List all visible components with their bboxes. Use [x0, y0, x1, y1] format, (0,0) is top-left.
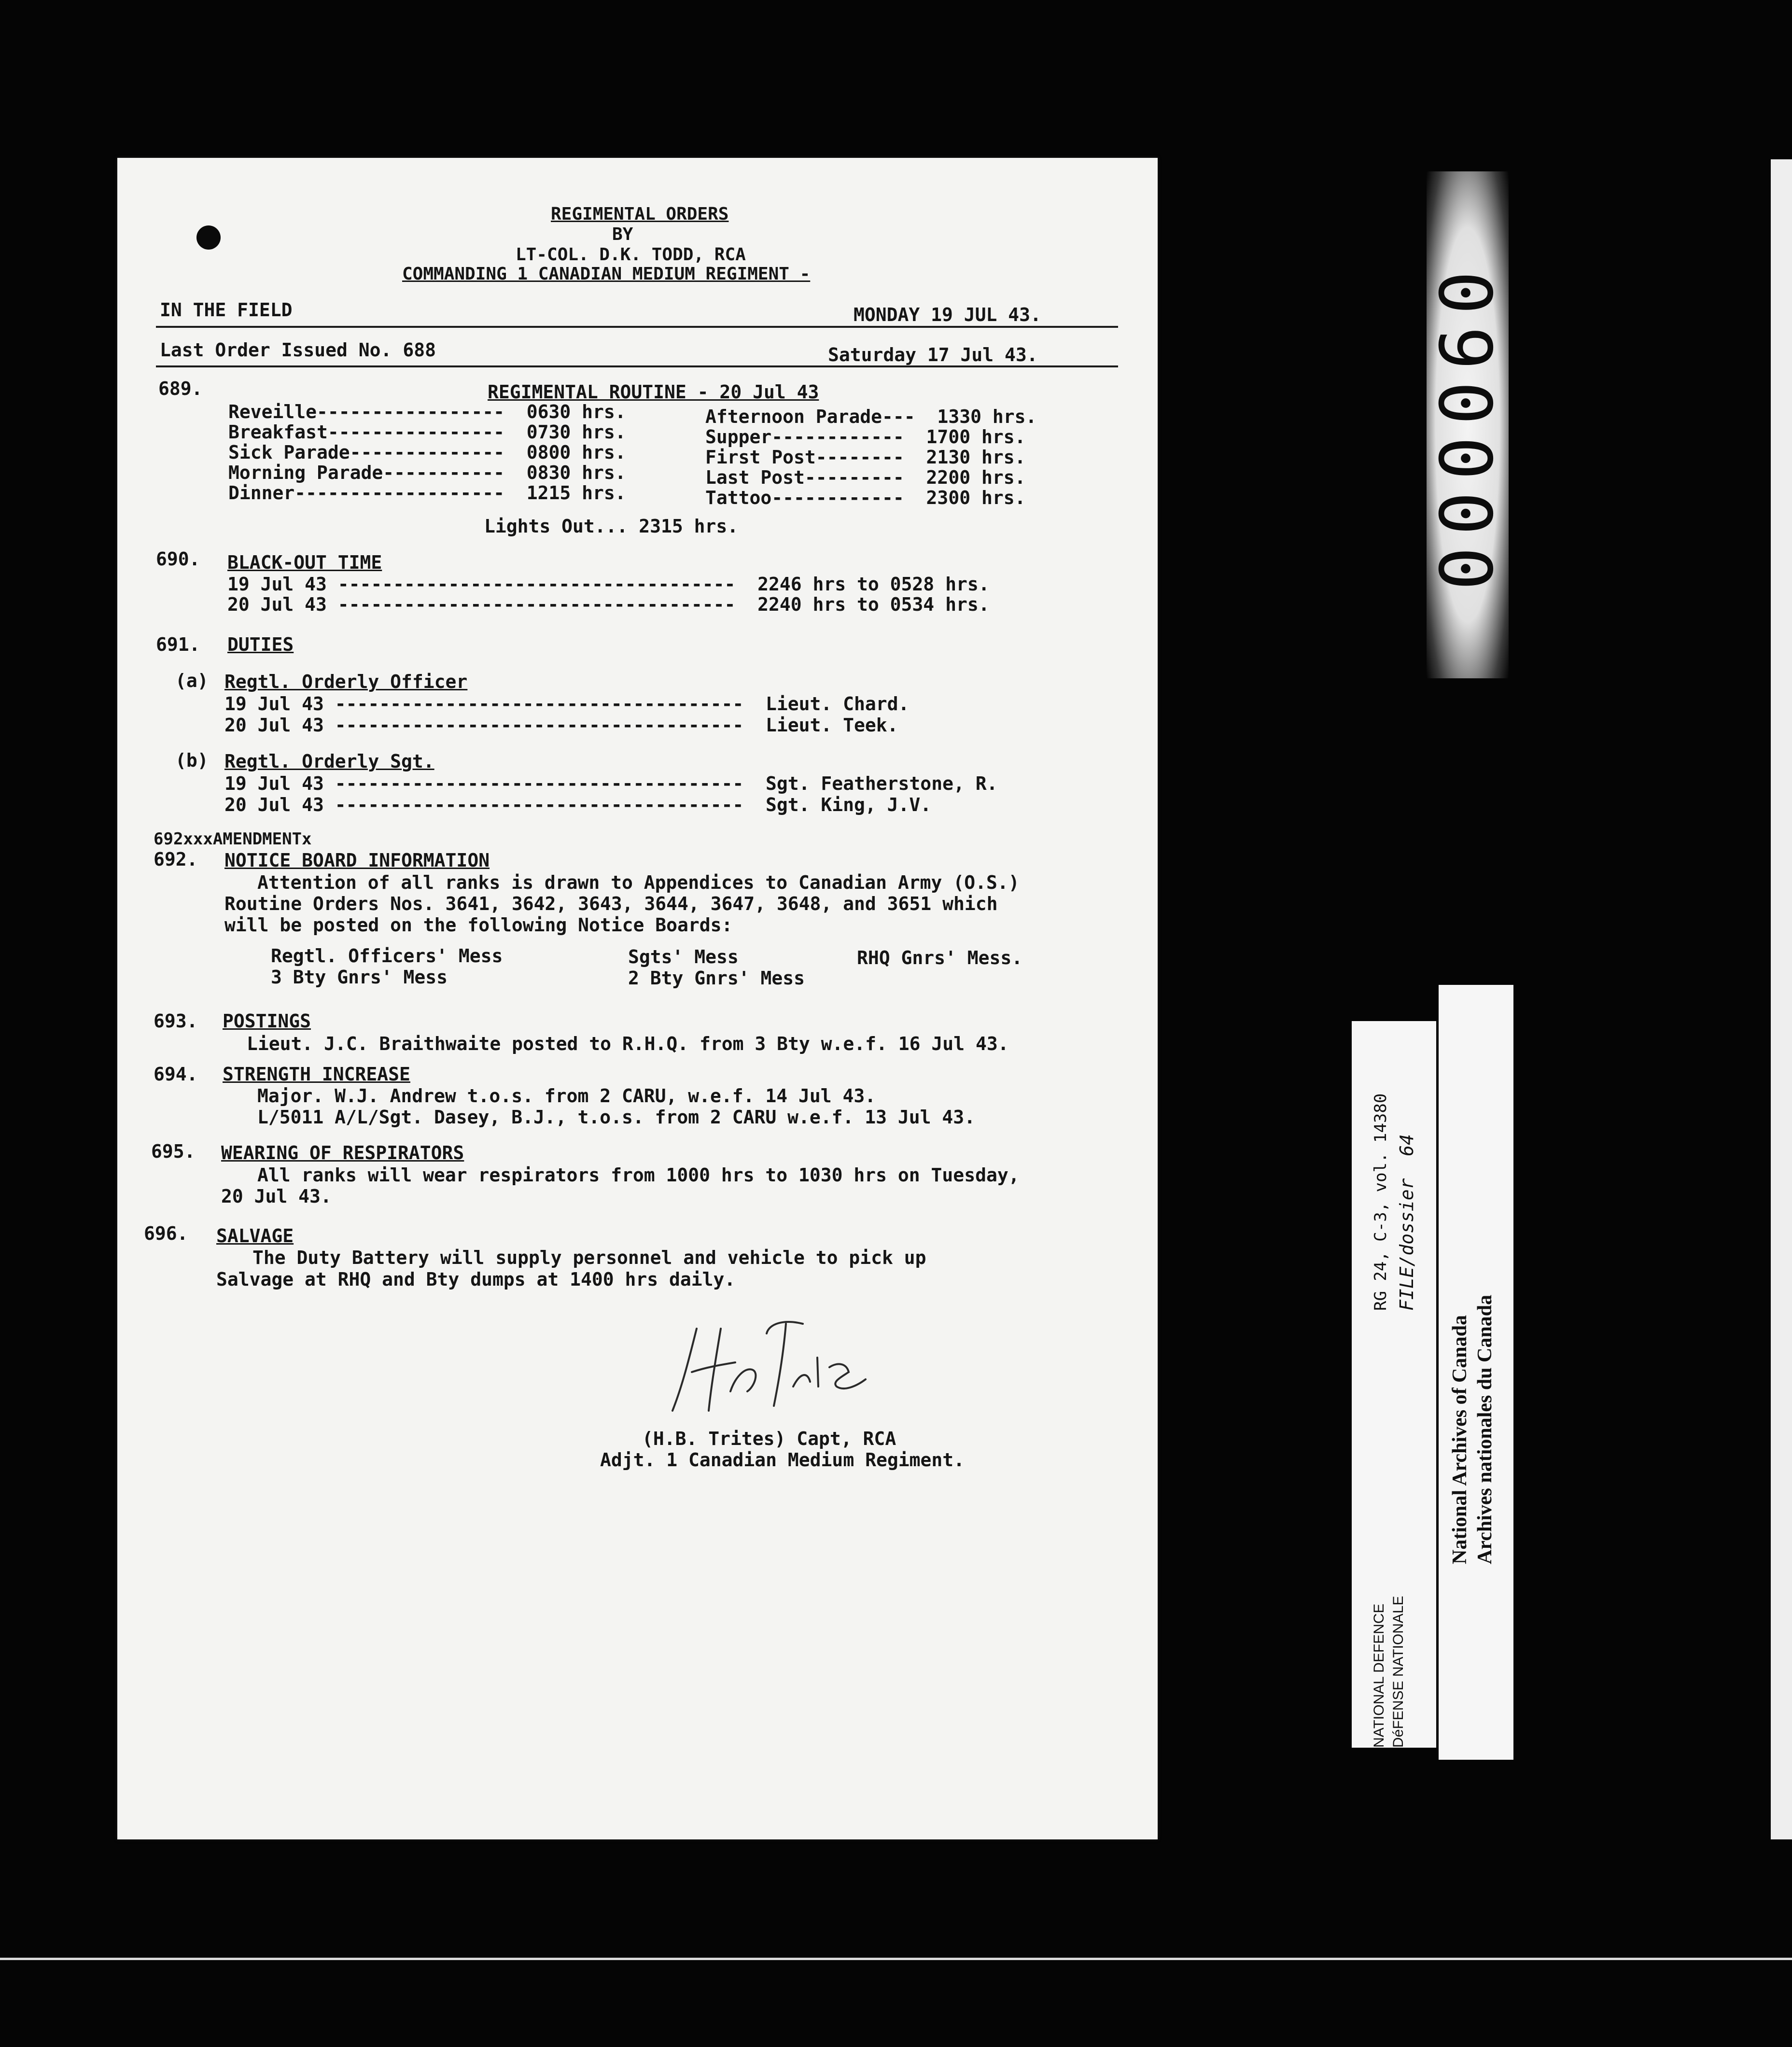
- item-number: 690.: [156, 548, 200, 570]
- blackout-row: 20 Jul 43 ------------------------------------ 2240 hrs to 0534 hrs.: [227, 594, 990, 615]
- lights-out: Lights Out... 2315 hrs.: [484, 516, 739, 537]
- duty-row: 20 Jul 43 ------------------------------------- Sgt. King, J.V.: [224, 794, 932, 815]
- header-rule-2: [156, 365, 1118, 367]
- item-number: 694.: [154, 1064, 198, 1085]
- archives-french: Archives nationales du Canada: [1474, 1294, 1496, 1564]
- location: IN THE FIELD: [160, 299, 293, 321]
- notice-board: 2 Bty Gnrs' Mess: [628, 967, 805, 989]
- archive-reference-line-2: FILE/dossier 64: [1396, 1134, 1417, 1311]
- routine-left: Dinner------------------- 1215 hrs.: [228, 482, 626, 504]
- salvage-line: Salvage at RHQ and Bty dumps at 1400 hrs daily.: [216, 1269, 736, 1290]
- respirators-line: 20 Jul 43.: [221, 1186, 332, 1207]
- sub-label: (a): [175, 670, 209, 691]
- item-number: 689.: [158, 378, 203, 399]
- notice-board: RHQ Gnrs' Mess.: [857, 947, 1023, 968]
- routine-right: Supper------------ 1700 hrs.: [705, 426, 1026, 448]
- section-heading: REGIMENTAL ROUTINE - 20 Jul 43: [488, 381, 819, 403]
- handwritten-signature: [663, 1314, 875, 1416]
- item-number: 691.: [156, 634, 200, 655]
- section-heading: DUTIES: [227, 634, 294, 655]
- sub-label: (b): [175, 750, 209, 771]
- notice-board: Sgts' Mess: [628, 946, 739, 967]
- film-edge-line: [0, 1958, 1792, 1960]
- struck-amendment: 692xxxAMENDMENTx: [154, 829, 312, 849]
- item-number: 696.: [144, 1223, 188, 1244]
- adjacent-frame-edge: [1771, 159, 1792, 1839]
- strength-line: L/5011 A/L/Sgt. Dasey, B.J., t.o.s. from 2 CARU w.e.f. 13 Jul 43.: [257, 1107, 976, 1128]
- routine-right: Last Post--------- 2200 hrs.: [705, 467, 1026, 488]
- signature-title: Adjt. 1 Canadian Medium Regiment.: [600, 1449, 965, 1471]
- archives-english: National Archives of Canada: [1449, 1315, 1471, 1564]
- department-line-1: NATIONAL DEFENCE: [1371, 1603, 1387, 1748]
- notice-line: Attention of all ranks is drawn to Appendices to Canadian Army (O.S.): [257, 872, 1020, 893]
- issue-date: MONDAY 19 JUL 43.: [854, 304, 1041, 325]
- last-order-date: Saturday 17 Jul 43.: [828, 344, 1038, 365]
- routine-right: First Post-------- 2130 hrs.: [705, 447, 1026, 468]
- routine-left: Reveille----------------- 0630 hrs.: [228, 401, 626, 422]
- duty-row: 19 Jul 43 ------------------------------------- Lieut. Chard.: [224, 693, 910, 715]
- item-number: 695.: [151, 1141, 196, 1162]
- respirators-line: All ranks will wear respirators from 1000 hrs to 1030 hrs on Tuesday,: [257, 1164, 1020, 1186]
- commander: LT-COL. D.K. TODD, RCA: [516, 245, 746, 265]
- section-heading: POSTINGS: [223, 1010, 311, 1032]
- department-line-2: DéFENSE NATIONALE: [1390, 1596, 1406, 1748]
- signature-name: (H.B. Trites) Capt, RCA: [642, 1428, 896, 1449]
- frame-number: 000060: [1426, 259, 1510, 590]
- orders-title: REGIMENTAL ORDERS: [551, 204, 729, 224]
- duty-row: 19 Jul 43 ------------------------------------- Sgt. Featherstone, R.: [224, 773, 998, 794]
- item-number: 693.: [154, 1010, 198, 1032]
- routine-left: Breakfast---------------- 0730 hrs.: [228, 421, 626, 443]
- sub-heading: Regtl. Orderly Officer: [224, 671, 468, 692]
- section-heading: WEARING OF RESPIRATORS: [221, 1142, 464, 1164]
- command-line: COMMANDING 1 CANADIAN MEDIUM REGIMENT -: [402, 264, 811, 284]
- notice-board: 3 Bty Gnrs' Mess: [271, 967, 448, 988]
- frame-number-badge: [1427, 171, 1509, 678]
- posting-line: Lieut. J.C. Braithwaite posted to R.H.Q. from 3 Bty w.e.f. 16 Jul 43.: [247, 1033, 1009, 1054]
- routine-left: Morning Parade----------- 0830 hrs.: [228, 462, 626, 483]
- routine-left: Sick Parade-------------- 0800 hrs.: [228, 442, 626, 463]
- notice-line: will be posted on the following Notice Boards:: [224, 914, 733, 936]
- duty-row: 20 Jul 43 ------------------------------------- Lieut. Teek.: [224, 715, 898, 736]
- salvage-line: The Duty Battery will supply personnel and vehicle to pick up: [252, 1247, 926, 1268]
- item-number: 692.: [154, 849, 198, 870]
- archive-reference-line-1: RG 24, C-3, vol. 14380: [1371, 1093, 1390, 1311]
- strength-line: Major. W.J. Andrew t.o.s. from 2 CARU, w.e.f. 14 Jul 43.: [257, 1085, 876, 1107]
- section-heading: NOTICE BOARD INFORMATION: [224, 850, 490, 871]
- routine-right: Afternoon Parade--- 1330 hrs.: [705, 406, 1037, 427]
- sub-heading: Regtl. Orderly Sgt.: [224, 751, 434, 772]
- archive-reference-label: [1352, 1021, 1436, 1748]
- routine-right: Tattoo------------ 2300 hrs.: [705, 487, 1026, 508]
- document-page: [117, 158, 1158, 1839]
- notice-board: Regtl. Officers' Mess: [271, 945, 503, 967]
- orders-by: BY: [612, 224, 633, 244]
- archives-canada-label: [1439, 985, 1513, 1760]
- section-heading: SALVAGE: [216, 1225, 294, 1247]
- last-order: Last Order Issued No. 688: [160, 339, 436, 361]
- notice-line: Routine Orders Nos. 3641, 3642, 3643, 3644, 3647, 3648, and 3651 which: [224, 893, 998, 914]
- section-heading: STRENGTH INCREASE: [223, 1064, 410, 1085]
- section-heading: BLACK-OUT TIME: [227, 552, 382, 573]
- header-rule-1: [156, 326, 1118, 328]
- blackout-row: 19 Jul 43 ------------------------------------ 2246 hrs to 0528 hrs.: [227, 574, 990, 595]
- regimental-orders: [117, 158, 1158, 1839]
